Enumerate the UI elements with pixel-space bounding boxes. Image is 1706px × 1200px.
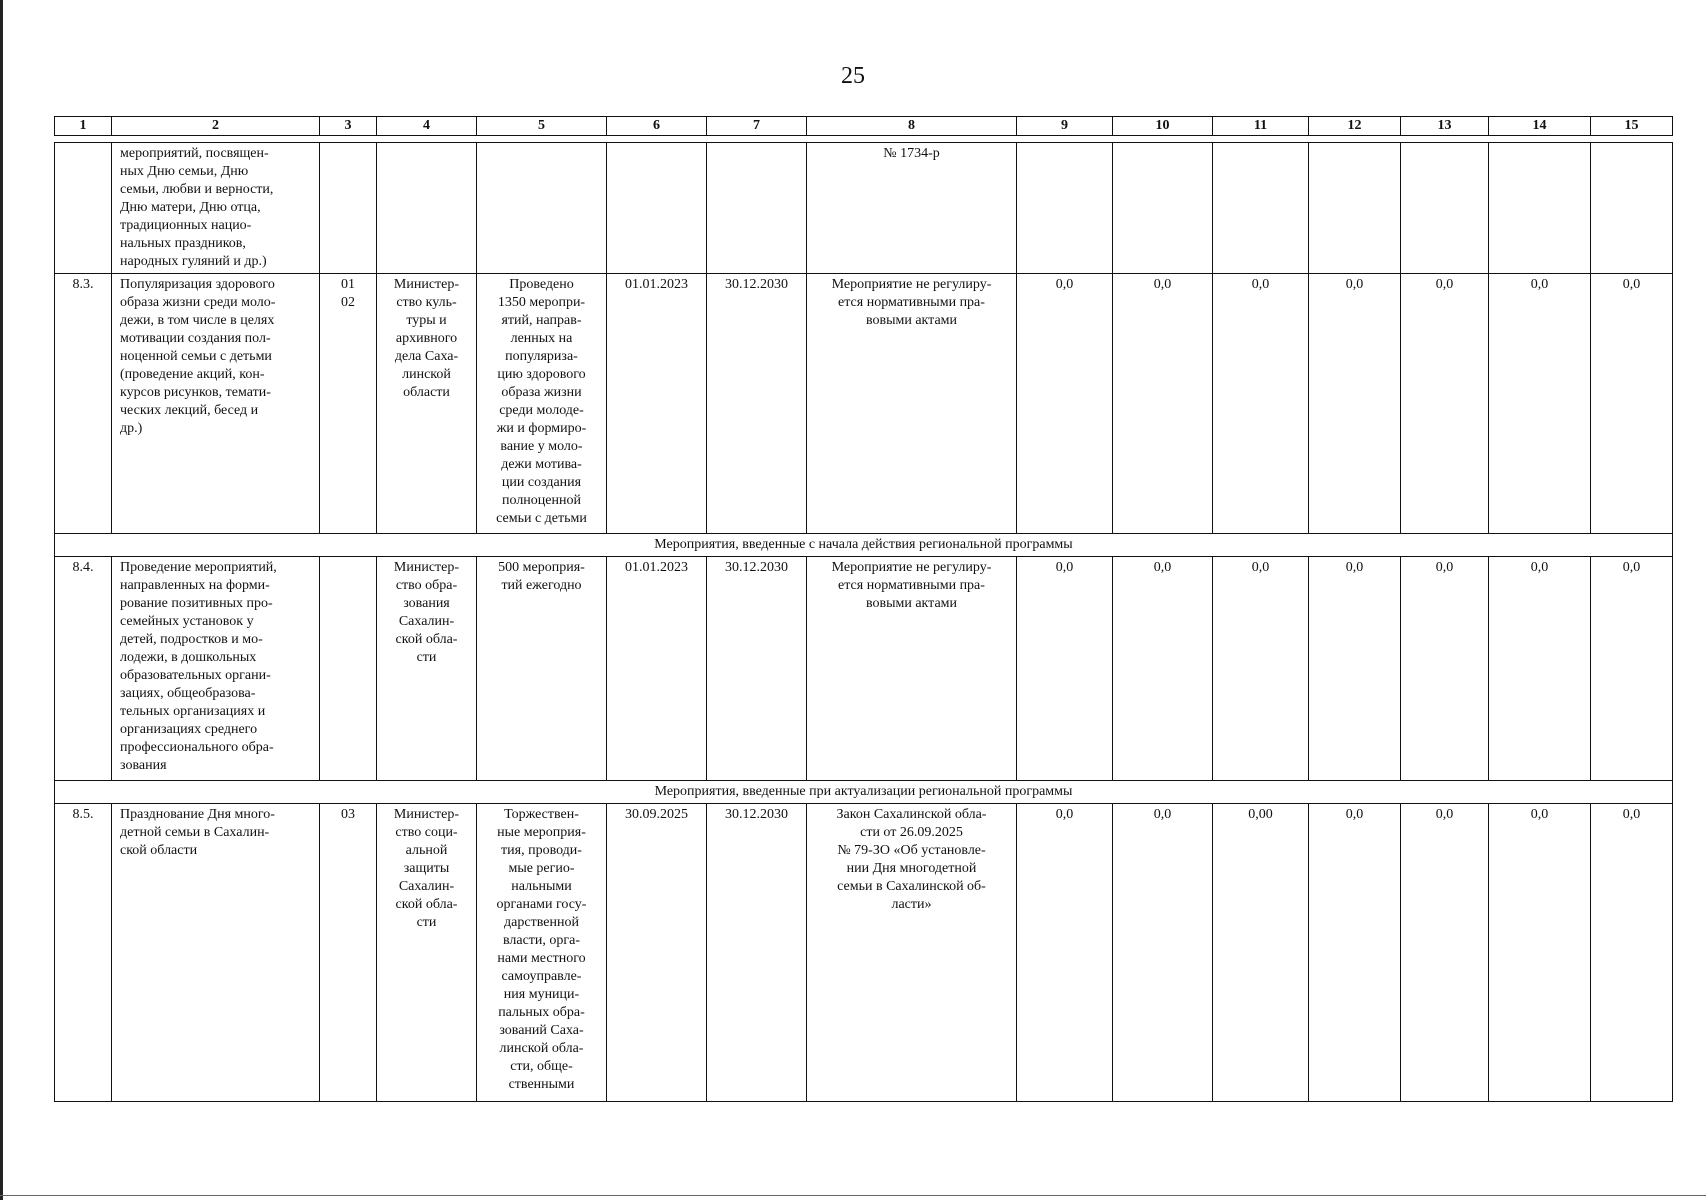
- value-14: 0,0: [1489, 557, 1591, 781]
- header-cell: 8: [807, 117, 1017, 136]
- header-cell: 11: [1213, 117, 1309, 136]
- legal-basis: Мероприятие не регулиру- ется нормативными пра- вовыми актами: [807, 557, 1017, 781]
- value-13: 0,0: [1401, 804, 1489, 1102]
- value-13: 0,0: [1401, 557, 1489, 781]
- header-cell: 14: [1489, 117, 1591, 136]
- table-row-8-5: [55, 804, 1673, 1102]
- executor: Министер- ство соци- альной защиты Сахалин- ской обла- сти: [377, 804, 477, 1102]
- value-11: 0,0: [1213, 557, 1309, 781]
- header-cell: 2: [112, 117, 320, 136]
- header-cell: 10: [1113, 117, 1213, 136]
- section-heading: Мероприятия, введенные с начала действия региональной программы: [55, 534, 1673, 557]
- header-cell: 9: [1017, 117, 1113, 136]
- value-12: 0,0: [1309, 557, 1401, 781]
- scan-bottom-line: [0, 1195, 1706, 1196]
- header-cell: 6: [607, 117, 707, 136]
- start-date: 01.01.2023: [607, 557, 707, 781]
- value-15: 0,0: [1591, 274, 1673, 534]
- value-9: 0,0: [1017, 804, 1113, 1102]
- measure-name: Популяризация здорового образа жизни среди моло- дежи, в том числе в целях мотивации создания пол- ноценной семьи с детьми (проведение акций, кон- курсов рисунков, темати- ческих лекций, бесед и др.): [112, 274, 320, 534]
- section-row-start: [55, 534, 1673, 557]
- value-12: 0,0: [1309, 274, 1401, 534]
- target-codes: 01 02: [320, 274, 377, 534]
- end-date: 30.12.2030: [707, 274, 807, 534]
- header-cell: 15: [1591, 117, 1673, 136]
- table-row-8-3: [55, 274, 1673, 534]
- table-row-continued: [55, 143, 1673, 274]
- value-11: 0,00: [1213, 804, 1309, 1102]
- measure-name: Проведение мероприятий, направленных на форми- рование позитивных про- семейных установок у детей, подростков и мо- лодежи, в дошкольных образовательных органи- зациях, общеобразова- тельных организациях и организациях среднего профессионального обра- зования: [112, 557, 320, 781]
- executor: Министер- ство обра- зования Сахалин- ской обла- сти: [377, 557, 477, 781]
- expected-result: 500 мероприя- тий ежегодно: [477, 557, 607, 781]
- header-cell: 4: [377, 117, 477, 136]
- row-number: 8.5.: [55, 804, 112, 1102]
- page-number: 25: [841, 63, 865, 89]
- executor: Министер- ство куль- туры и архивного дела Саха- линской области: [377, 274, 477, 534]
- value-10: 0,0: [1113, 274, 1213, 534]
- row-number: 8.4.: [55, 557, 112, 781]
- value-14: 0,0: [1489, 274, 1591, 534]
- value-9: 0,0: [1017, 557, 1113, 781]
- value-10: 0,0: [1113, 804, 1213, 1102]
- header-cell: 13: [1401, 117, 1489, 136]
- value-11: 0,0: [1213, 274, 1309, 534]
- header-row: [55, 117, 1673, 136]
- header-cell: 12: [1309, 117, 1401, 136]
- legal-basis: Мероприятие не регулиру- ется нормативными пра- вовыми актами: [807, 274, 1017, 534]
- value-14: 0,0: [1489, 804, 1591, 1102]
- value-10: 0,0: [1113, 557, 1213, 781]
- header-cell: 7: [707, 117, 807, 136]
- value-13: 0,0: [1401, 274, 1489, 534]
- end-date: 30.12.2030: [707, 557, 807, 781]
- header-cell: 1: [55, 117, 112, 136]
- value-15: 0,0: [1591, 557, 1673, 781]
- value-15: 0,0: [1591, 804, 1673, 1102]
- header-cell: 5: [477, 117, 607, 136]
- header-cell: 3: [320, 117, 377, 136]
- start-date: 30.09.2025: [607, 804, 707, 1102]
- section-heading: Мероприятия, введенные при актуализации региональной программы: [55, 781, 1673, 804]
- scan-left-edge: [0, 0, 3, 1200]
- table-row-8-4: [55, 557, 1673, 781]
- measure-name: Празднование Дня много- детной семьи в Сахалин- ской области: [112, 804, 320, 1102]
- header-gap: [55, 136, 1673, 143]
- target-codes: [320, 557, 377, 781]
- legal-basis: № 1734-р: [807, 143, 1017, 274]
- target-codes: 03: [320, 804, 377, 1102]
- measures-table: [54, 116, 1673, 1102]
- value-12: 0,0: [1309, 804, 1401, 1102]
- expected-result: Проведено 1350 меропри- ятий, направ- ленных на популяриза- цию здорового образа жизни среди молоде- жи и формиро- вание у моло- дежи мотива- ции создания полноценной семьи с детьми: [477, 274, 607, 534]
- section-row-update: [55, 781, 1673, 804]
- legal-basis: Закон Сахалинской обла- сти от 26.09.2025 № 79-ЗО «Об установле- нии Дня многодетной семьи в Сахалинской об- ласти»: [807, 804, 1017, 1102]
- row-number: 8.3.: [55, 274, 112, 534]
- end-date: 30.12.2030: [707, 804, 807, 1102]
- measure-name: мероприятий, посвящен- ных Дню семьи, Дню семьи, любви и верности, Дню матери, Дню отца, традиционных нацио- нальных праздников, народных гуляний и др.): [112, 143, 320, 274]
- expected-result: Торжествен- ные мероприя- тия, проводи- мые регио- нальными органами госу- дарственной власти, орга- нами местного самоуправле- ния муници- пальных обра- зований Саха- линской обла- сти, обще- ственными: [477, 804, 607, 1102]
- start-date: 01.01.2023: [607, 274, 707, 534]
- value-9: 0,0: [1017, 274, 1113, 534]
